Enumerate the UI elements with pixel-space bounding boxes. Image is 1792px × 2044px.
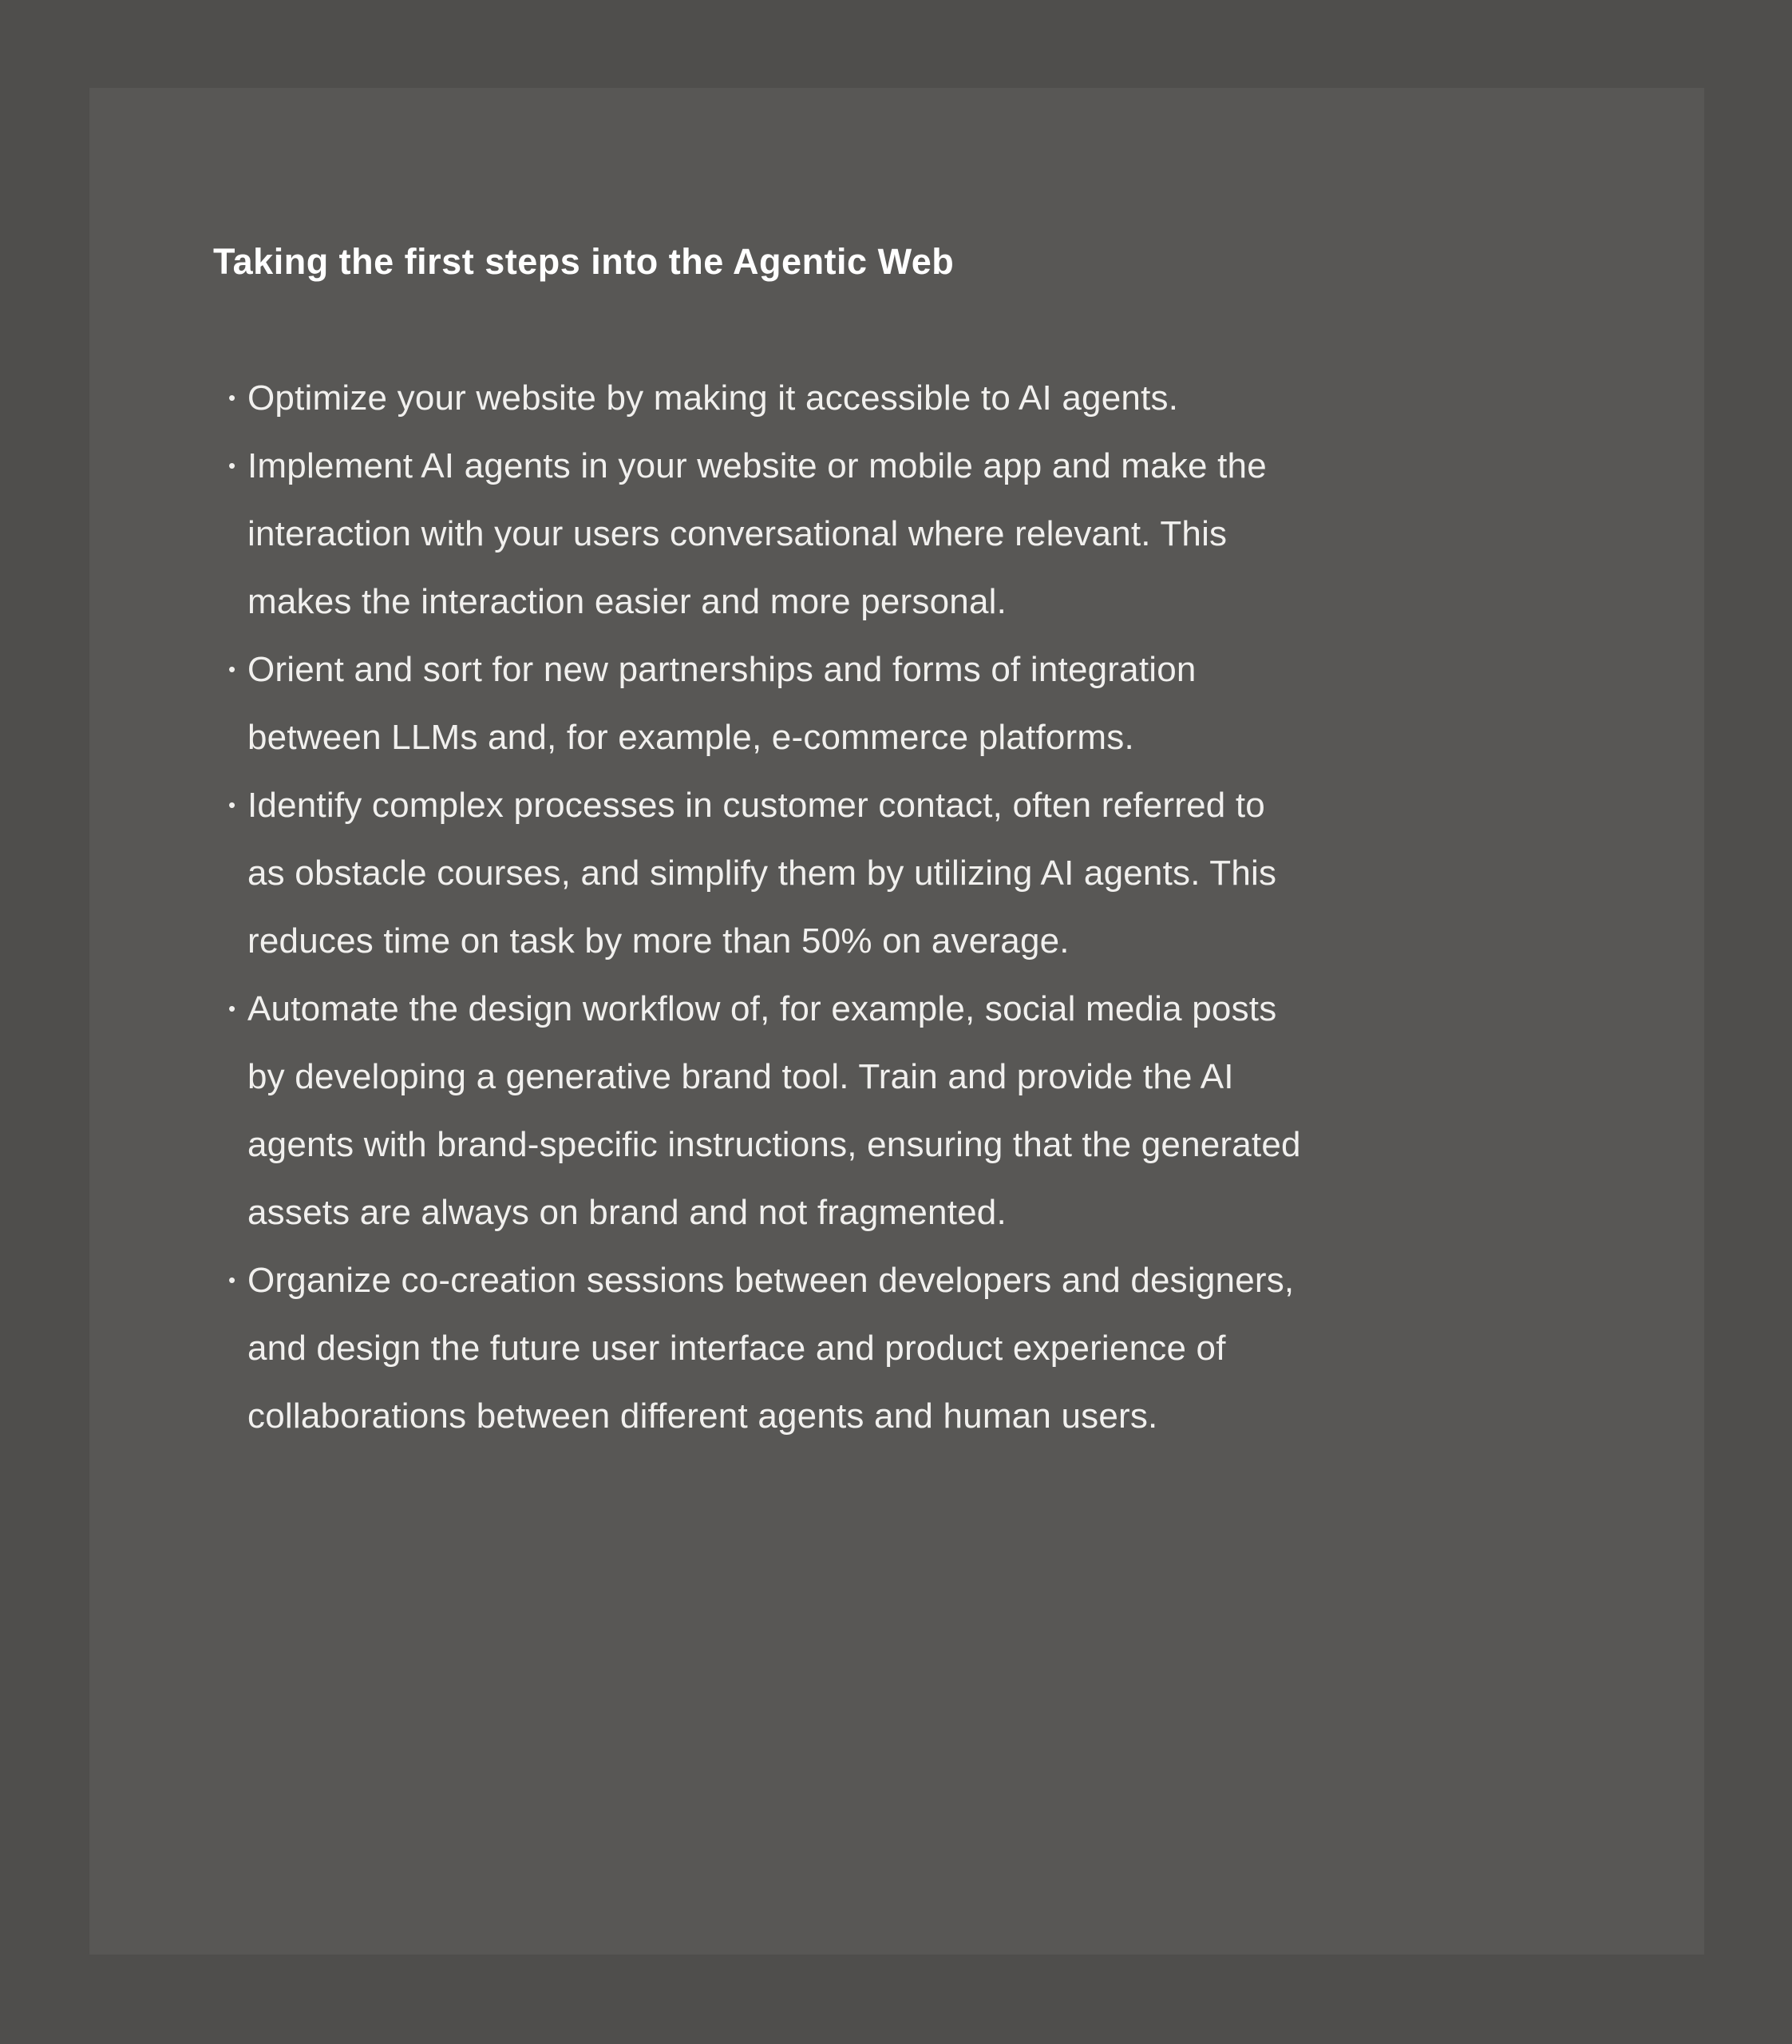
bullet-icon: • (228, 454, 236, 477)
bullet-icon: • (228, 386, 236, 410)
bullet-text: Orient and sort for new partnerships and forms of integration between LLMs and, for example, e-commerce platforms. (247, 650, 1197, 757)
list-item (230, 1246, 1309, 1450)
bullet-icon: • (228, 1268, 236, 1292)
bullet-icon: • (228, 996, 236, 1020)
list-item (230, 975, 1309, 1246)
bullet-text: Implement AI agents in your website or mobile app and make the interaction with your users conversational where relevant. This makes the interaction easier and more personal. (247, 446, 1267, 621)
list-item (230, 432, 1309, 636)
content-panel (89, 88, 1704, 1955)
bullet-icon: • (228, 793, 236, 817)
list-item (230, 771, 1309, 975)
bullet-icon: • (228, 657, 236, 681)
bullet-text: Identify complex processes in customer contact, often referred to as obstacle courses, and simplify them by utilizing AI agents. This reduces time on task by more than 50% on average. (247, 786, 1277, 961)
bullet-list (230, 364, 1309, 1450)
bullet-text: Organize co-creation sessions between developers and designers, and design the future user interface and product experience of collaborations between different agents and human users. (247, 1261, 1295, 1436)
list-item (230, 636, 1309, 771)
bullet-text: Automate the design workflow of, for example, social media posts by developing a generative brand tool. Train and provide the AI agents with brand-specific instructions, ensuring that the generated assets are always on brand and not fragmented. (247, 989, 1301, 1232)
bullet-text: Optimize your website by making it accessible to AI agents. (247, 378, 1179, 418)
section-title: Taking the first steps into the Agentic Web (213, 241, 955, 282)
list-item (230, 364, 1309, 432)
